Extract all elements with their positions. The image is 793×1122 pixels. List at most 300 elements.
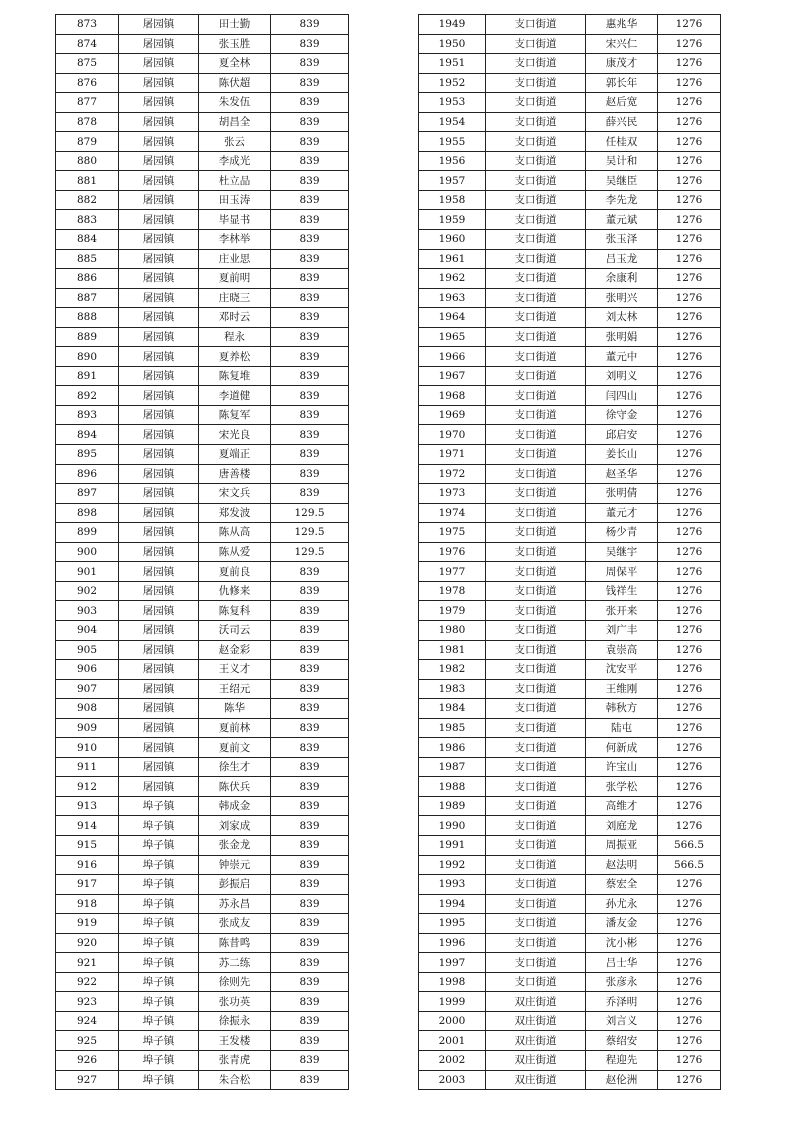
name-cell: 宋光良 xyxy=(199,425,271,445)
row-number-cell: 1950 xyxy=(419,34,486,54)
town-cell: 埠子镇 xyxy=(119,953,199,973)
row-number-cell: 1968 xyxy=(419,386,486,406)
row-number-cell: 1961 xyxy=(419,249,486,269)
name-cell: 夏前文 xyxy=(199,738,271,758)
town-cell: 支口街道 xyxy=(486,445,586,465)
town-cell: 支口街道 xyxy=(486,425,586,445)
table-row xyxy=(56,875,349,895)
town-cell: 屠园镇 xyxy=(119,425,199,445)
town-cell: 屠园镇 xyxy=(119,54,199,74)
amount-cell: 839 xyxy=(271,875,349,895)
town-cell: 支口街道 xyxy=(486,914,586,934)
amount-cell: 1276 xyxy=(658,679,721,699)
row-number-cell: 1953 xyxy=(419,93,486,113)
row-number-cell: 883 xyxy=(56,210,119,230)
row-number-cell: 1967 xyxy=(419,366,486,386)
name-cell: 邓时云 xyxy=(199,308,271,328)
table-row xyxy=(419,15,721,35)
table-row xyxy=(56,308,349,328)
name-cell: 夏全林 xyxy=(199,54,271,74)
table-row xyxy=(419,73,721,93)
town-cell: 支口街道 xyxy=(486,288,586,308)
amount-cell: 1276 xyxy=(658,933,721,953)
row-number-cell: 907 xyxy=(56,679,119,699)
row-number-cell: 921 xyxy=(56,953,119,973)
amount-cell: 839 xyxy=(271,914,349,934)
amount-cell: 839 xyxy=(271,1031,349,1051)
town-cell: 支口街道 xyxy=(486,816,586,836)
town-cell: 屠园镇 xyxy=(119,601,199,621)
town-cell: 支口街道 xyxy=(486,777,586,797)
table-row xyxy=(56,425,349,445)
row-number-cell: 1997 xyxy=(419,953,486,973)
table-row xyxy=(419,366,721,386)
row-number-cell: 1999 xyxy=(419,992,486,1012)
town-cell: 埠子镇 xyxy=(119,855,199,875)
row-number-cell: 897 xyxy=(56,484,119,504)
row-number-cell: 878 xyxy=(56,112,119,132)
table-row xyxy=(419,151,721,171)
table-row xyxy=(56,953,349,973)
town-cell: 屠园镇 xyxy=(119,73,199,93)
town-cell: 屠园镇 xyxy=(119,464,199,484)
table-row xyxy=(419,503,721,523)
amount-cell: 1276 xyxy=(658,796,721,816)
amount-cell: 1276 xyxy=(658,308,721,328)
name-cell: 刘明义 xyxy=(586,366,658,386)
amount-cell: 839 xyxy=(271,679,349,699)
town-cell: 支口街道 xyxy=(486,855,586,875)
row-number-cell: 1972 xyxy=(419,464,486,484)
amount-cell: 839 xyxy=(271,816,349,836)
row-number-cell: 912 xyxy=(56,777,119,797)
table-row xyxy=(56,15,349,35)
row-number-cell: 925 xyxy=(56,1031,119,1051)
row-number-cell: 886 xyxy=(56,269,119,289)
amount-cell: 1276 xyxy=(658,738,721,758)
town-cell: 支口街道 xyxy=(486,34,586,54)
row-number-cell: 903 xyxy=(56,601,119,621)
row-number-cell: 908 xyxy=(56,699,119,719)
row-number-cell: 891 xyxy=(56,366,119,386)
name-cell: 潘友金 xyxy=(586,914,658,934)
name-cell: 朱发伍 xyxy=(199,93,271,113)
table-row xyxy=(56,1070,349,1090)
name-cell: 仇修来 xyxy=(199,581,271,601)
table-row xyxy=(419,288,721,308)
amount-cell: 1276 xyxy=(658,699,721,719)
town-cell: 埠子镇 xyxy=(119,933,199,953)
table-row xyxy=(419,464,721,484)
row-number-cell: 914 xyxy=(56,816,119,836)
row-number-cell: 1982 xyxy=(419,660,486,680)
row-number-cell: 1969 xyxy=(419,405,486,425)
amount-cell: 839 xyxy=(271,601,349,621)
amount-cell: 1276 xyxy=(658,73,721,93)
amount-cell: 839 xyxy=(271,992,349,1012)
town-cell: 屠园镇 xyxy=(119,679,199,699)
amount-cell: 839 xyxy=(271,54,349,74)
row-number-cell: 1978 xyxy=(419,581,486,601)
name-cell: 陈复科 xyxy=(199,601,271,621)
town-cell: 埠子镇 xyxy=(119,816,199,836)
table-row xyxy=(419,718,721,738)
name-cell: 夏前明 xyxy=(199,269,271,289)
row-number-cell: 895 xyxy=(56,445,119,465)
amount-cell: 1276 xyxy=(658,132,721,152)
name-cell: 邱启安 xyxy=(586,425,658,445)
name-cell: 陈昔鸣 xyxy=(199,933,271,953)
row-number-cell: 1991 xyxy=(419,835,486,855)
row-number-cell: 1965 xyxy=(419,327,486,347)
row-number-cell: 1949 xyxy=(419,15,486,35)
town-cell: 埠子镇 xyxy=(119,894,199,914)
name-cell: 夏前良 xyxy=(199,562,271,582)
row-number-cell: 2001 xyxy=(419,1031,486,1051)
town-cell: 屠园镇 xyxy=(119,269,199,289)
table-row xyxy=(419,405,721,425)
table-row xyxy=(419,308,721,328)
name-cell: 赵法明 xyxy=(586,855,658,875)
town-cell: 屠园镇 xyxy=(119,562,199,582)
row-number-cell: 1976 xyxy=(419,542,486,562)
town-cell: 屠园镇 xyxy=(119,542,199,562)
town-cell: 支口街道 xyxy=(486,15,586,35)
name-cell: 李先龙 xyxy=(586,190,658,210)
row-number-cell: 1973 xyxy=(419,484,486,504)
amount-cell: 1276 xyxy=(658,484,721,504)
name-cell: 陈从高 xyxy=(199,523,271,543)
name-cell: 张明倩 xyxy=(586,484,658,504)
name-cell: 张明娟 xyxy=(586,327,658,347)
row-number-cell: 874 xyxy=(56,34,119,54)
table-row xyxy=(419,894,721,914)
name-cell: 乔泽明 xyxy=(586,992,658,1012)
row-number-cell: 922 xyxy=(56,972,119,992)
table-row xyxy=(56,171,349,191)
table-row xyxy=(419,562,721,582)
name-cell: 吕士华 xyxy=(586,953,658,973)
amount-cell: 839 xyxy=(271,366,349,386)
town-cell: 屠园镇 xyxy=(119,171,199,191)
amount-cell: 839 xyxy=(271,484,349,504)
table-row xyxy=(419,1050,721,1070)
table-row xyxy=(56,679,349,699)
amount-cell: 839 xyxy=(271,464,349,484)
amount-cell: 839 xyxy=(271,249,349,269)
amount-cell: 1276 xyxy=(658,151,721,171)
town-cell: 埠子镇 xyxy=(119,972,199,992)
row-number-cell: 1975 xyxy=(419,523,486,543)
table-row xyxy=(56,151,349,171)
name-cell: 徐振永 xyxy=(199,1011,271,1031)
amount-cell: 1276 xyxy=(658,816,721,836)
town-cell: 支口街道 xyxy=(486,679,586,699)
name-cell: 任桂双 xyxy=(586,132,658,152)
name-cell: 闫四山 xyxy=(586,386,658,406)
town-cell: 支口街道 xyxy=(486,660,586,680)
table-row xyxy=(419,660,721,680)
name-cell: 张成友 xyxy=(199,914,271,934)
town-cell: 支口街道 xyxy=(486,972,586,992)
table-row xyxy=(419,1070,721,1090)
row-number-cell: 892 xyxy=(56,386,119,406)
table-row xyxy=(56,73,349,93)
town-cell: 埠子镇 xyxy=(119,914,199,934)
town-cell: 支口街道 xyxy=(486,484,586,504)
amount-cell: 839 xyxy=(271,933,349,953)
name-cell: 庄晓三 xyxy=(199,288,271,308)
name-cell: 徐守金 xyxy=(586,405,658,425)
town-cell: 屠园镇 xyxy=(119,484,199,504)
row-number-cell: 1974 xyxy=(419,503,486,523)
town-cell: 埠子镇 xyxy=(119,1011,199,1031)
town-cell: 屠园镇 xyxy=(119,288,199,308)
table-row xyxy=(56,503,349,523)
amount-cell: 839 xyxy=(271,699,349,719)
amount-cell: 1276 xyxy=(658,640,721,660)
name-cell: 夏养松 xyxy=(199,347,271,367)
name-cell: 陈复堆 xyxy=(199,366,271,386)
table-row xyxy=(56,620,349,640)
name-cell: 苏二练 xyxy=(199,953,271,973)
row-number-cell: 1988 xyxy=(419,777,486,797)
name-cell: 何新成 xyxy=(586,738,658,758)
table-row xyxy=(56,562,349,582)
amount-cell: 839 xyxy=(271,835,349,855)
amount-cell: 839 xyxy=(271,796,349,816)
amount-cell: 839 xyxy=(271,308,349,328)
row-number-cell: 902 xyxy=(56,581,119,601)
name-cell: 苏永昌 xyxy=(199,894,271,914)
table-row xyxy=(419,34,721,54)
table-row xyxy=(419,249,721,269)
name-cell: 刘家成 xyxy=(199,816,271,836)
table-row xyxy=(419,269,721,289)
town-cell: 支口街道 xyxy=(486,210,586,230)
town-cell: 支口街道 xyxy=(486,601,586,621)
row-number-cell: 877 xyxy=(56,93,119,113)
town-cell: 支口街道 xyxy=(486,93,586,113)
name-cell: 沈小彬 xyxy=(586,933,658,953)
amount-cell: 839 xyxy=(271,1050,349,1070)
town-cell: 埠子镇 xyxy=(119,992,199,1012)
table-row xyxy=(419,835,721,855)
name-cell: 惠兆华 xyxy=(586,15,658,35)
name-cell: 钱祥生 xyxy=(586,581,658,601)
table-row xyxy=(419,171,721,191)
town-cell: 支口街道 xyxy=(486,953,586,973)
row-number-cell: 1970 xyxy=(419,425,486,445)
amount-cell: 1276 xyxy=(658,425,721,445)
row-number-cell: 920 xyxy=(56,933,119,953)
row-number-cell: 876 xyxy=(56,73,119,93)
name-cell: 周保平 xyxy=(586,562,658,582)
name-cell: 姜长山 xyxy=(586,445,658,465)
table-row xyxy=(419,347,721,367)
row-number-cell: 1989 xyxy=(419,796,486,816)
town-cell: 屠园镇 xyxy=(119,249,199,269)
name-cell: 宋文兵 xyxy=(199,484,271,504)
amount-cell: 1276 xyxy=(658,914,721,934)
table-row xyxy=(419,601,721,621)
row-number-cell: 1995 xyxy=(419,914,486,934)
amount-cell: 839 xyxy=(271,777,349,797)
town-cell: 屠园镇 xyxy=(119,386,199,406)
table-row xyxy=(56,835,349,855)
amount-cell: 1276 xyxy=(658,93,721,113)
table-row xyxy=(419,914,721,934)
table-row xyxy=(419,796,721,816)
town-cell: 支口街道 xyxy=(486,269,586,289)
name-cell: 程永 xyxy=(199,327,271,347)
table-row xyxy=(56,484,349,504)
row-number-cell: 873 xyxy=(56,15,119,35)
name-cell: 李道健 xyxy=(199,386,271,406)
table-row xyxy=(56,972,349,992)
table-row xyxy=(56,1050,349,1070)
row-number-cell: 1959 xyxy=(419,210,486,230)
name-cell: 毕显书 xyxy=(199,210,271,230)
table-row xyxy=(419,523,721,543)
table-row xyxy=(419,112,721,132)
amount-cell: 839 xyxy=(271,660,349,680)
town-cell: 屠园镇 xyxy=(119,230,199,250)
amount-cell: 129.5 xyxy=(271,523,349,543)
name-cell: 田玉涛 xyxy=(199,190,271,210)
row-number-cell: 890 xyxy=(56,347,119,367)
amount-cell: 839 xyxy=(271,386,349,406)
town-cell: 双庄街道 xyxy=(486,1031,586,1051)
amount-cell: 1276 xyxy=(658,347,721,367)
table-row xyxy=(56,327,349,347)
town-cell: 屠园镇 xyxy=(119,523,199,543)
amount-cell: 839 xyxy=(271,347,349,367)
amount-cell: 566.5 xyxy=(658,855,721,875)
table-row xyxy=(56,249,349,269)
table-row xyxy=(56,1011,349,1031)
row-number-cell: 1983 xyxy=(419,679,486,699)
town-cell: 支口街道 xyxy=(486,562,586,582)
amount-cell: 839 xyxy=(271,425,349,445)
name-cell: 胡昌全 xyxy=(199,112,271,132)
town-cell: 支口街道 xyxy=(486,933,586,953)
row-number-cell: 1979 xyxy=(419,601,486,621)
table-row xyxy=(56,894,349,914)
name-cell: 赵圣华 xyxy=(586,464,658,484)
name-cell: 沃司云 xyxy=(199,620,271,640)
amount-cell: 1276 xyxy=(658,288,721,308)
town-cell: 支口街道 xyxy=(486,54,586,74)
table-row xyxy=(56,660,349,680)
town-cell: 埠子镇 xyxy=(119,1031,199,1051)
amount-cell: 1276 xyxy=(658,601,721,621)
town-cell: 屠园镇 xyxy=(119,718,199,738)
row-number-cell: 1992 xyxy=(419,855,486,875)
row-number-cell: 880 xyxy=(56,151,119,171)
table-row xyxy=(56,190,349,210)
amount-cell: 1276 xyxy=(658,249,721,269)
name-cell: 张玉胜 xyxy=(199,34,271,54)
town-cell: 屠园镇 xyxy=(119,699,199,719)
table-row xyxy=(56,777,349,797)
amount-cell: 839 xyxy=(271,171,349,191)
town-cell: 屠园镇 xyxy=(119,777,199,797)
name-cell: 周振亚 xyxy=(586,835,658,855)
row-number-cell: 1990 xyxy=(419,816,486,836)
table-row xyxy=(56,347,349,367)
table-row xyxy=(419,542,721,562)
row-number-cell: 1981 xyxy=(419,640,486,660)
amount-cell: 839 xyxy=(271,230,349,250)
town-cell: 支口街道 xyxy=(486,308,586,328)
amount-cell: 839 xyxy=(271,93,349,113)
name-cell: 陈伏超 xyxy=(199,73,271,93)
amount-cell: 1276 xyxy=(658,1031,721,1051)
row-number-cell: 1984 xyxy=(419,699,486,719)
row-number-cell: 1986 xyxy=(419,738,486,758)
town-cell: 双庄街道 xyxy=(486,1011,586,1031)
table-row xyxy=(56,112,349,132)
town-cell: 屠园镇 xyxy=(119,366,199,386)
name-cell: 刘庭龙 xyxy=(586,816,658,836)
row-number-cell: 909 xyxy=(56,718,119,738)
name-cell: 张彦永 xyxy=(586,972,658,992)
town-cell: 支口街道 xyxy=(486,112,586,132)
table-row xyxy=(56,601,349,621)
row-number-cell: 2003 xyxy=(419,1070,486,1090)
name-cell: 赵金彩 xyxy=(199,640,271,660)
left-roster-table xyxy=(55,14,349,1090)
row-number-cell: 1956 xyxy=(419,151,486,171)
table-row xyxy=(419,875,721,895)
amount-cell: 1276 xyxy=(658,581,721,601)
name-cell: 刘太林 xyxy=(586,308,658,328)
name-cell: 陈华 xyxy=(199,699,271,719)
town-cell: 屠园镇 xyxy=(119,347,199,367)
town-cell: 支口街道 xyxy=(486,132,586,152)
table-row xyxy=(56,855,349,875)
table-row xyxy=(419,757,721,777)
name-cell: 刘广丰 xyxy=(586,620,658,640)
amount-cell: 1276 xyxy=(658,660,721,680)
amount-cell: 839 xyxy=(271,894,349,914)
row-number-cell: 915 xyxy=(56,835,119,855)
name-cell: 钟崇元 xyxy=(199,855,271,875)
row-number-cell: 1954 xyxy=(419,112,486,132)
town-cell: 支口街道 xyxy=(486,347,586,367)
amount-cell: 1276 xyxy=(658,366,721,386)
name-cell: 程迎先 xyxy=(586,1050,658,1070)
town-cell: 屠园镇 xyxy=(119,327,199,347)
row-number-cell: 923 xyxy=(56,992,119,1012)
amount-cell: 129.5 xyxy=(271,503,349,523)
row-number-cell: 1962 xyxy=(419,269,486,289)
row-number-cell: 2000 xyxy=(419,1011,486,1031)
name-cell: 吴继宇 xyxy=(586,542,658,562)
name-cell: 陈伏兵 xyxy=(199,777,271,797)
name-cell: 张金龙 xyxy=(199,835,271,855)
amount-cell: 1276 xyxy=(658,523,721,543)
town-cell: 屠园镇 xyxy=(119,210,199,230)
amount-cell: 1276 xyxy=(658,992,721,1012)
amount-cell: 839 xyxy=(271,738,349,758)
name-cell: 庄业思 xyxy=(199,249,271,269)
row-number-cell: 1993 xyxy=(419,875,486,895)
town-cell: 支口街道 xyxy=(486,405,586,425)
amount-cell: 839 xyxy=(271,953,349,973)
amount-cell: 1276 xyxy=(658,1050,721,1070)
